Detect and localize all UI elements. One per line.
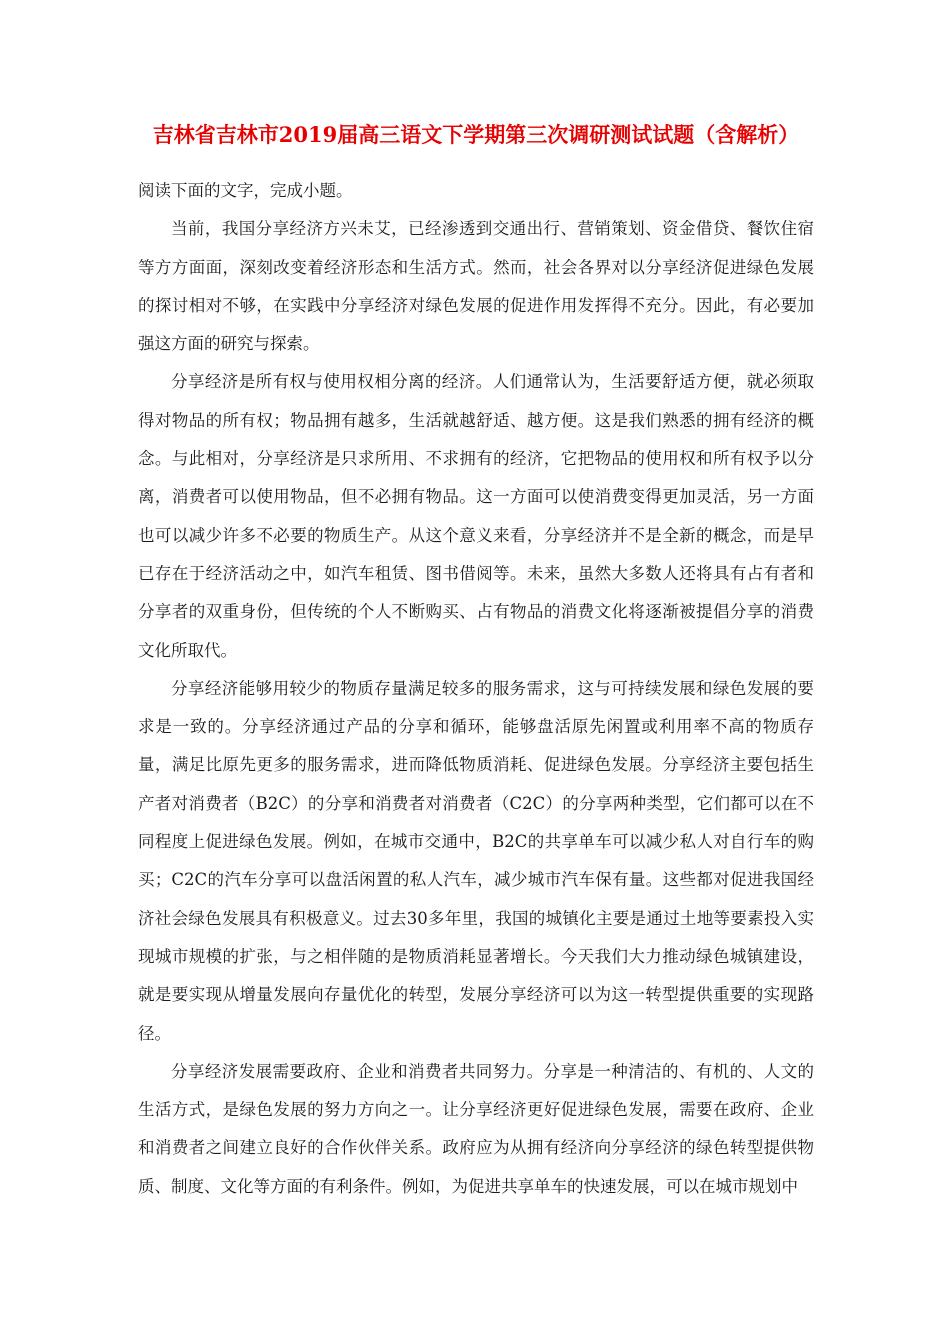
instruction-text: 阅读下面的文字，完成小题。: [138, 181, 353, 200]
paragraph-4: 分享经济发展需要政府、企业和消费者共同努力。分享是一种清洁的、有机的、人文的生活方式，是绿色发展的努力方向之一。让分享经济更好促进绿色发展，需要在政府、企业和消费者之间建立良好的合作伙伴关系。政府应为从拥有经济向分享经济的绿色转型提供物质、制度、文化等方面的有利条件。例如，为促进共享单车的快速发展，可以在城市规划中: [138, 1061, 814, 1196]
paragraph-2: 分享经济是所有权与使用权相分离的经济。人们通常认为，生活要舒适方便，就必须取得对物品的所有权；物品拥有越多，生活就越舒适、越方便。这是我们熟悉的拥有经济的概念。与此相对，分享经济是只求所用、不求拥有的经济，它把物品的使用权和所有权予以分离，消费者可以使用物品，但不必拥有物品。这一方面可以使消费变得更加灵活，另一方面也可以减少许多不必要的物质生产。从这个意义来看，分享经济并不是全新的概念，而是早已存在于经济活动之中，如汽车租赁、图书借阅等。未来，虽然大多数人还将具有占有者和分享者的双重身份，但传统的个人不断购买、占有物品的消费文化将逐渐被提倡分享的消费文化所取代。: [138, 372, 814, 660]
paragraph-3: 分享经济能够用较少的物质存量满足较多的服务需求，这与可持续发展和绿色发展的要求是一致的。分享经济通过产品的分享和循环，能够盘活原先闲置或利用率不高的物质存量，满足比原先更多的服务需求，进而降低物质消耗、促进绿色发展。分享经济主要包括生产者对消费者（B2C）的分享和消费者对消费者（C2C）的分享两种类型，它们都可以在不同程度上促进绿色发展。例如，在城市交通中，B2C的共享单车可以减少私人对自行车的购买；C2C的汽车分享可以盘活闲置的私人汽车，减少城市汽车保有量。这些都对促进我国经济社会绿色发展具有积极意义。过去30多年里，我国的城镇化主要是通过土地等要素投入实现城市规模的扩张，与之相伴随的是物质消耗显著增长。今天我们大力推动绿色城镇建设，就是要实现从增量发展向存量优化的转型，发展分享经济可以为这一转型提供重要的实现路径。: [138, 678, 814, 1043]
document-body: [138, 172, 814, 1206]
document-title: 吉林省吉林市2019届高三语文下学期第三次调研测试试题（含解析）: [152, 122, 800, 147]
paragraph-1: 当前，我国分享经济方兴未艾，已经渗透到交通出行、营销策划、资金借贷、餐饮住宿等方方面面，深刻改变着经济形态和生活方式。然而，社会各界对以分享经济促进绿色发展的探讨相对不够，在实践中分享经济对绿色发展的促进作用发挥得不充分。因此，有必要加强这方面的研究与探索。: [138, 219, 814, 354]
